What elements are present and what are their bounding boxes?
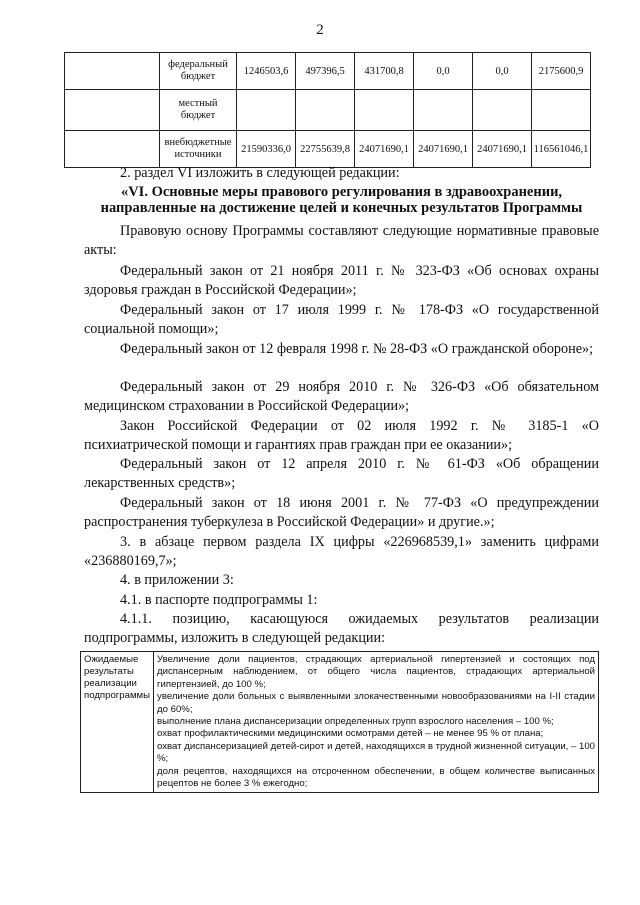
- paragraph-item-4-1: 4.1. в паспорте подпрограммы 1:: [120, 592, 318, 608]
- table-cell: 24071690,1: [473, 131, 532, 168]
- table-row: [65, 131, 591, 168]
- table-cell: 497396,5: [296, 53, 355, 90]
- result-item: охват профилактическими медицинскими осмотрами детей – не менее 95 % от плана;: [157, 728, 544, 740]
- page-number: 2: [316, 22, 324, 38]
- funding-source: федеральный бюджет: [160, 53, 237, 90]
- paragraph-item-4: 4. в приложении 3:: [120, 572, 234, 588]
- table-cell: 24071690,1: [355, 131, 414, 168]
- results-table: [80, 651, 599, 793]
- table-cell: 24071690,1: [414, 131, 473, 168]
- paragraph-law-61: Федеральный закон от 12 апреля 2010 г. № 61-ФЗ «Об обращении лекарственных средств»;: [84, 456, 599, 491]
- table-cell: [237, 90, 296, 131]
- result-item: Увеличение доли пациентов, страдающих артериальной гипертензией и состоящих под диспансерным наблюдением, от общего числа пациентов, страдающих артериальной гипертензией, до 100 %;: [157, 654, 596, 690]
- table-cell: [414, 90, 473, 131]
- budget-table: [64, 52, 591, 168]
- table-cell: [296, 90, 355, 131]
- result-item: выполнение плана диспансеризации определенных групп взрослого населения – 100 %;: [157, 716, 554, 728]
- funding-source: внебюджетные источники: [160, 131, 237, 168]
- paragraph-law-326: Федеральный закон от 29 ноября 2010 г. № 326-ФЗ «Об обязательном медицинском страховании в Российской Федерации»;: [84, 379, 599, 414]
- paragraph-item-4-1-1: 4.1.1. позицию, касающуюся ожидаемых результатов реализации подпрограммы, изложить в следующей редакции:: [84, 611, 599, 646]
- result-item: доля рецептов, находящихся на отсроченном обеспечении, в общем количестве выписанных рецептов не более 3 % ежегодно;: [157, 765, 596, 790]
- paragraph-law-3185: Закон Российской Федерации от 02 июля 1992 г. № 3185-1 «О психиатрической помощи и гарантиях прав граждан при ее оказании»;: [84, 418, 599, 453]
- table-cell: 22755639,8: [296, 131, 355, 168]
- result-item: увеличение доли больных с выявленными злокачественными новообразованиями на I-II стадии до 60%;: [157, 691, 596, 715]
- table-cell: [473, 90, 532, 131]
- paragraph-law-77: Федеральный закон от 18 июня 2001 г. № 77-ФЗ «О предупреждении распространения туберкулеза в Российской Федерации» и другие.»;: [84, 495, 599, 530]
- results-content: [154, 652, 599, 793]
- table-cell: [355, 90, 414, 131]
- table-row: [65, 90, 591, 131]
- paragraph-law-28: Федеральный закон от 12 февраля 1998 г. № 28-ФЗ «О гражданской обороне»;: [120, 341, 594, 357]
- results-label: Ожидаемые результаты реализации подпрограммы: [81, 652, 154, 793]
- table-cell: 431700,8: [355, 53, 414, 90]
- table-cell: 2175600,9: [532, 53, 591, 90]
- table-cell: 0,0: [414, 53, 473, 90]
- table-cell: 0,0: [473, 53, 532, 90]
- paragraph-legal-basis: Правовую основу Программы составляют следующие нормативные правовые акты:: [84, 223, 599, 258]
- table-cell: 116561046,1: [532, 131, 591, 168]
- result-item: охват диспансеризацией детей-сирот и детей, находящихся в трудной жизненной ситуации, – 100 %;: [157, 740, 596, 765]
- table-cell: 1246503,6: [237, 53, 296, 90]
- paragraph-law-323: Федеральный закон от 21 ноября 2011 г. № 323-ФЗ «Об основах охраны здоровья граждан в Российской Федерации»;: [84, 263, 599, 298]
- paragraph-item-3: 3. в абзаце первом раздела IX цифры «226968539,1» заменить цифрами «236880169,7»;: [84, 534, 599, 569]
- table-row: [65, 53, 591, 90]
- table-cell: 21590336,0: [237, 131, 296, 168]
- funding-source: местный бюджет: [160, 90, 237, 131]
- table-cell: [532, 90, 591, 131]
- table-row: [81, 652, 599, 793]
- paragraph-law-178: Федеральный закон от 17 июля 1999 г. № 178-ФЗ «О государственной социальной помощи»;: [84, 302, 599, 337]
- section-heading: «VI. Основные меры правового регулирования в здравоохранении, направленные на достижение целей и конечных результатов Программы: [100, 184, 583, 216]
- paragraph-section-vi-intro: 2. раздел VI изложить в следующей редакции:: [120, 165, 400, 181]
